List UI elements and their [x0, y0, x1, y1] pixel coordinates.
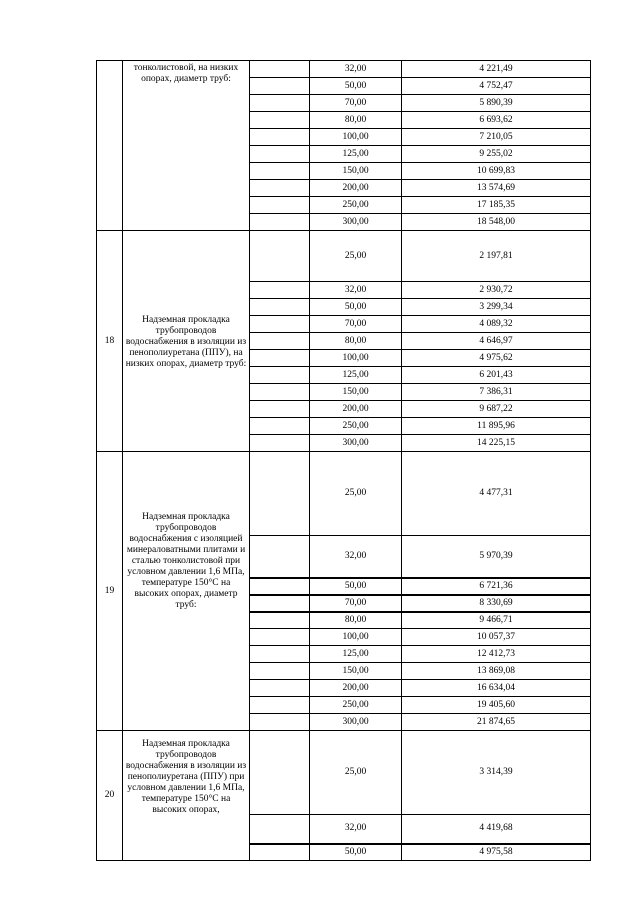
price-value: 3 299,34 — [402, 299, 591, 316]
empty-cell — [250, 146, 310, 163]
empty-cell — [250, 401, 310, 418]
price-value: 4 089,32 — [402, 316, 591, 333]
table-row — [97, 731, 591, 815]
price-value: 4 419,68 — [402, 815, 591, 844]
empty-cell — [250, 844, 310, 861]
empty-cell — [250, 815, 310, 844]
empty-cell — [250, 452, 310, 536]
price-value: 3 314,39 — [402, 731, 591, 815]
price-value: 8 330,69 — [402, 595, 591, 612]
pipe-diameter: 70,00 — [310, 316, 402, 333]
price-value: 13 574,69 — [402, 180, 591, 197]
price-value: 2 197,81 — [402, 231, 591, 282]
price-value: 7 386,31 — [402, 384, 591, 401]
pipe-diameter: 125,00 — [310, 646, 402, 663]
empty-cell — [250, 384, 310, 401]
empty-cell — [250, 595, 310, 612]
pipe-diameter: 100,00 — [310, 129, 402, 146]
pipe-diameter: 200,00 — [310, 680, 402, 697]
empty-cell — [250, 680, 310, 697]
empty-cell — [250, 714, 310, 731]
empty-cell — [250, 163, 310, 180]
price-table-sheet — [96, 60, 591, 861]
price-table — [96, 60, 591, 861]
price-value: 10 699,83 — [402, 163, 591, 180]
empty-cell — [250, 78, 310, 95]
empty-cell — [250, 231, 310, 282]
price-value: 9 687,22 — [402, 401, 591, 418]
pipe-diameter: 150,00 — [310, 384, 402, 401]
price-value: 9 466,71 — [402, 612, 591, 629]
empty-cell — [250, 316, 310, 333]
pipe-diameter: 200,00 — [310, 401, 402, 418]
price-value: 4 477,31 — [402, 452, 591, 536]
pipe-diameter: 250,00 — [310, 197, 402, 214]
item-description: Надземная прокладка трубопроводов водоснабжения в изоляции из пенополиуретана (ППУ), на низких опорах, диаметр труб: — [123, 231, 250, 452]
price-value: 19 405,60 — [402, 697, 591, 714]
table-row — [97, 231, 591, 282]
price-value: 4 752,47 — [402, 78, 591, 95]
pipe-diameter: 50,00 — [310, 78, 402, 95]
pipe-diameter: 50,00 — [310, 844, 402, 861]
pipe-diameter: 150,00 — [310, 163, 402, 180]
price-value: 12 412,73 — [402, 646, 591, 663]
item-description: Надземная прокладка трубопроводов водоснабжения в изоляции из пенополиуретана (ППУ) при условном давлении 1,6 МПа, температуре 150°С на высоких опорах, — [123, 731, 250, 861]
empty-cell — [250, 663, 310, 680]
price-value: 16 634,04 — [402, 680, 591, 697]
pipe-diameter: 100,00 — [310, 629, 402, 646]
pipe-diameter: 300,00 — [310, 435, 402, 452]
empty-cell — [250, 629, 310, 646]
pipe-diameter: 100,00 — [310, 350, 402, 367]
empty-cell — [250, 129, 310, 146]
pipe-diameter: 32,00 — [310, 61, 402, 78]
price-value: 4 975,58 — [402, 844, 591, 861]
empty-cell — [250, 214, 310, 231]
pipe-diameter: 125,00 — [310, 367, 402, 384]
price-value: 21 874,65 — [402, 714, 591, 731]
item-number: 20 — [97, 731, 123, 861]
empty-cell — [250, 646, 310, 663]
price-value: 7 210,05 — [402, 129, 591, 146]
pipe-diameter: 32,00 — [310, 536, 402, 578]
pipe-diameter: 80,00 — [310, 612, 402, 629]
empty-cell — [250, 350, 310, 367]
pipe-diameter: 32,00 — [310, 815, 402, 844]
pipe-diameter: 25,00 — [310, 452, 402, 536]
empty-cell — [250, 95, 310, 112]
item-description: тонколистовой, на низких опорах, диаметр труб: — [123, 61, 250, 231]
empty-cell — [250, 435, 310, 452]
pipe-diameter: 50,00 — [310, 578, 402, 595]
item-number: 18 — [97, 231, 123, 452]
table-row — [97, 452, 591, 536]
pipe-diameter: 32,00 — [310, 282, 402, 299]
empty-cell — [250, 180, 310, 197]
price-value: 14 225,15 — [402, 435, 591, 452]
pipe-diameter: 80,00 — [310, 333, 402, 350]
price-value: 4 221,49 — [402, 61, 591, 78]
empty-cell — [250, 112, 310, 129]
item-description: Надземная прокладка трубопроводов водоснабжения с изоляцией минераловатными плитами и сталью тонколистовой при условном давлении 1,6 МПа, температуре 150°С на высоких опорах, диаметр труб: — [123, 452, 250, 731]
price-value: 10 057,37 — [402, 629, 591, 646]
pipe-diameter: 150,00 — [310, 663, 402, 680]
price-value: 6 693,62 — [402, 112, 591, 129]
pipe-diameter: 125,00 — [310, 146, 402, 163]
price-value: 18 548,00 — [402, 214, 591, 231]
pipe-diameter: 25,00 — [310, 231, 402, 282]
empty-cell — [250, 197, 310, 214]
price-value: 5 890,39 — [402, 95, 591, 112]
price-value: 11 895,96 — [402, 418, 591, 435]
pipe-diameter: 300,00 — [310, 214, 402, 231]
pipe-diameter: 70,00 — [310, 595, 402, 612]
empty-cell — [250, 731, 310, 815]
price-value: 9 255,02 — [402, 146, 591, 163]
empty-cell — [250, 418, 310, 435]
empty-cell — [250, 697, 310, 714]
pipe-diameter: 200,00 — [310, 180, 402, 197]
price-value: 4 975,62 — [402, 350, 591, 367]
empty-cell — [250, 299, 310, 316]
empty-cell — [250, 367, 310, 384]
price-value: 2 930,72 — [402, 282, 591, 299]
empty-cell — [250, 282, 310, 299]
item-number: 19 — [97, 452, 123, 731]
price-value: 6 721,36 — [402, 578, 591, 595]
empty-cell — [250, 578, 310, 595]
item-number — [97, 61, 123, 231]
table-row — [97, 61, 591, 78]
empty-cell — [250, 333, 310, 350]
empty-cell — [250, 536, 310, 578]
pipe-diameter: 250,00 — [310, 697, 402, 714]
price-value: 4 646,97 — [402, 333, 591, 350]
price-value: 5 970,39 — [402, 536, 591, 578]
empty-cell — [250, 61, 310, 78]
pipe-diameter: 250,00 — [310, 418, 402, 435]
price-value: 17 185,35 — [402, 197, 591, 214]
pipe-diameter: 80,00 — [310, 112, 402, 129]
price-value: 13 869,08 — [402, 663, 591, 680]
price-value: 6 201,43 — [402, 367, 591, 384]
empty-cell — [250, 612, 310, 629]
pipe-diameter: 50,00 — [310, 299, 402, 316]
pipe-diameter: 25,00 — [310, 731, 402, 815]
pipe-diameter: 300,00 — [310, 714, 402, 731]
pipe-diameter: 70,00 — [310, 95, 402, 112]
